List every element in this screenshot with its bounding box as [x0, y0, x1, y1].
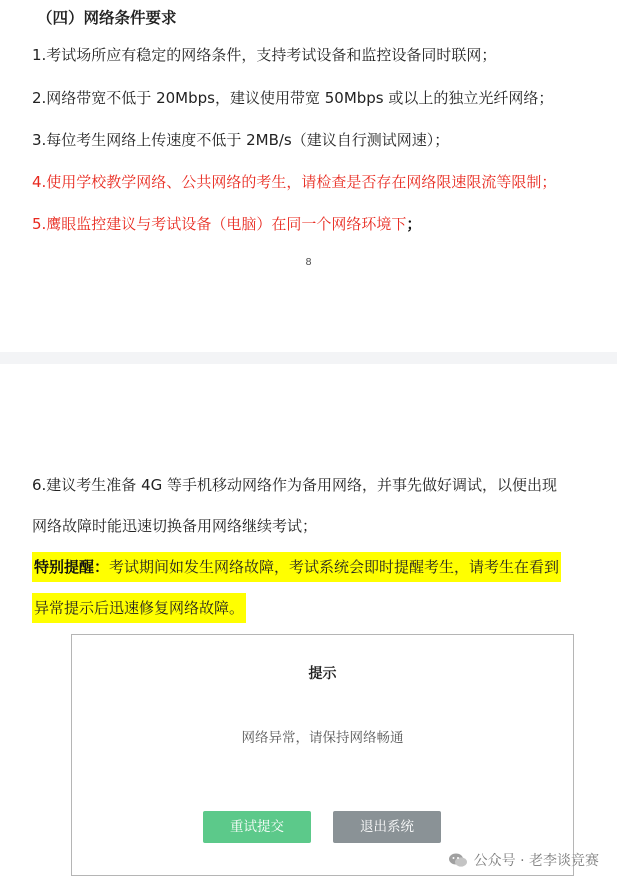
dialog-message: 网络异常，请保持网络畅通 [241, 730, 404, 746]
special-notice-label: 特别提醒： [34, 558, 110, 576]
requirement-item-5 [32, 213, 421, 234]
special-notice-text-2: 异常提示后迅速修复网络故障。 [32, 593, 246, 623]
requirement-item-3: 3.每位考生网络上传速度不低于 2MB/s（建议自行测试网速）； [32, 131, 450, 149]
watermark-text: 公众号 · 老李谈竞赛 [473, 853, 599, 869]
requirement-item-1: 1.考试场所应有稳定的网络条件，支持考试设备和监控设备同时联网； [32, 46, 497, 64]
requirement-item-4: 4.使用学校教学网络、公共网络的考生，请检查是否存在网络限速限流等限制； [32, 173, 557, 191]
document-page-1 [0, 0, 617, 352]
requirement-item-2: 2.网络带宽不低于 20Mbps，建议使用带宽 50Mbps 或以上的独立光纤网络； [32, 89, 554, 107]
document-page-2 [0, 364, 617, 884]
wechat-icon [448, 852, 468, 868]
retry-submit-button[interactable]: 重试提交 [203, 811, 311, 843]
special-notice-line-2 [32, 597, 246, 618]
exit-system-button[interactable]: 退出系统 [333, 811, 441, 843]
special-notice-line-1 [32, 556, 561, 577]
requirement-item-6-line-1: 6.建议考生准备 4G 等手机移动网络作为备用网络，并事先做好调试，以便出现 [32, 476, 558, 494]
dialog-title: 提示 [308, 666, 337, 682]
network-error-dialog [71, 634, 574, 876]
special-notice-text-1: 考试期间如发生网络故障，考试系统会即时提醒考生，请考生在看到 [109, 558, 560, 576]
special-notice-highlight-1 [32, 552, 561, 582]
section-heading: （四）网络条件要求 [37, 9, 177, 27]
page-number: 8 [305, 257, 312, 268]
watermark [448, 850, 599, 870]
requirement-item-5-end: ； [406, 215, 422, 233]
requirement-item-6-line-2: 网络故障时能迅速切换备用网络继续考试； [32, 517, 318, 535]
page-divider [0, 352, 617, 364]
requirement-item-5-text: 5.鹰眼监控建议与考试设备（电脑）在同一个网络环境下 [32, 215, 407, 233]
